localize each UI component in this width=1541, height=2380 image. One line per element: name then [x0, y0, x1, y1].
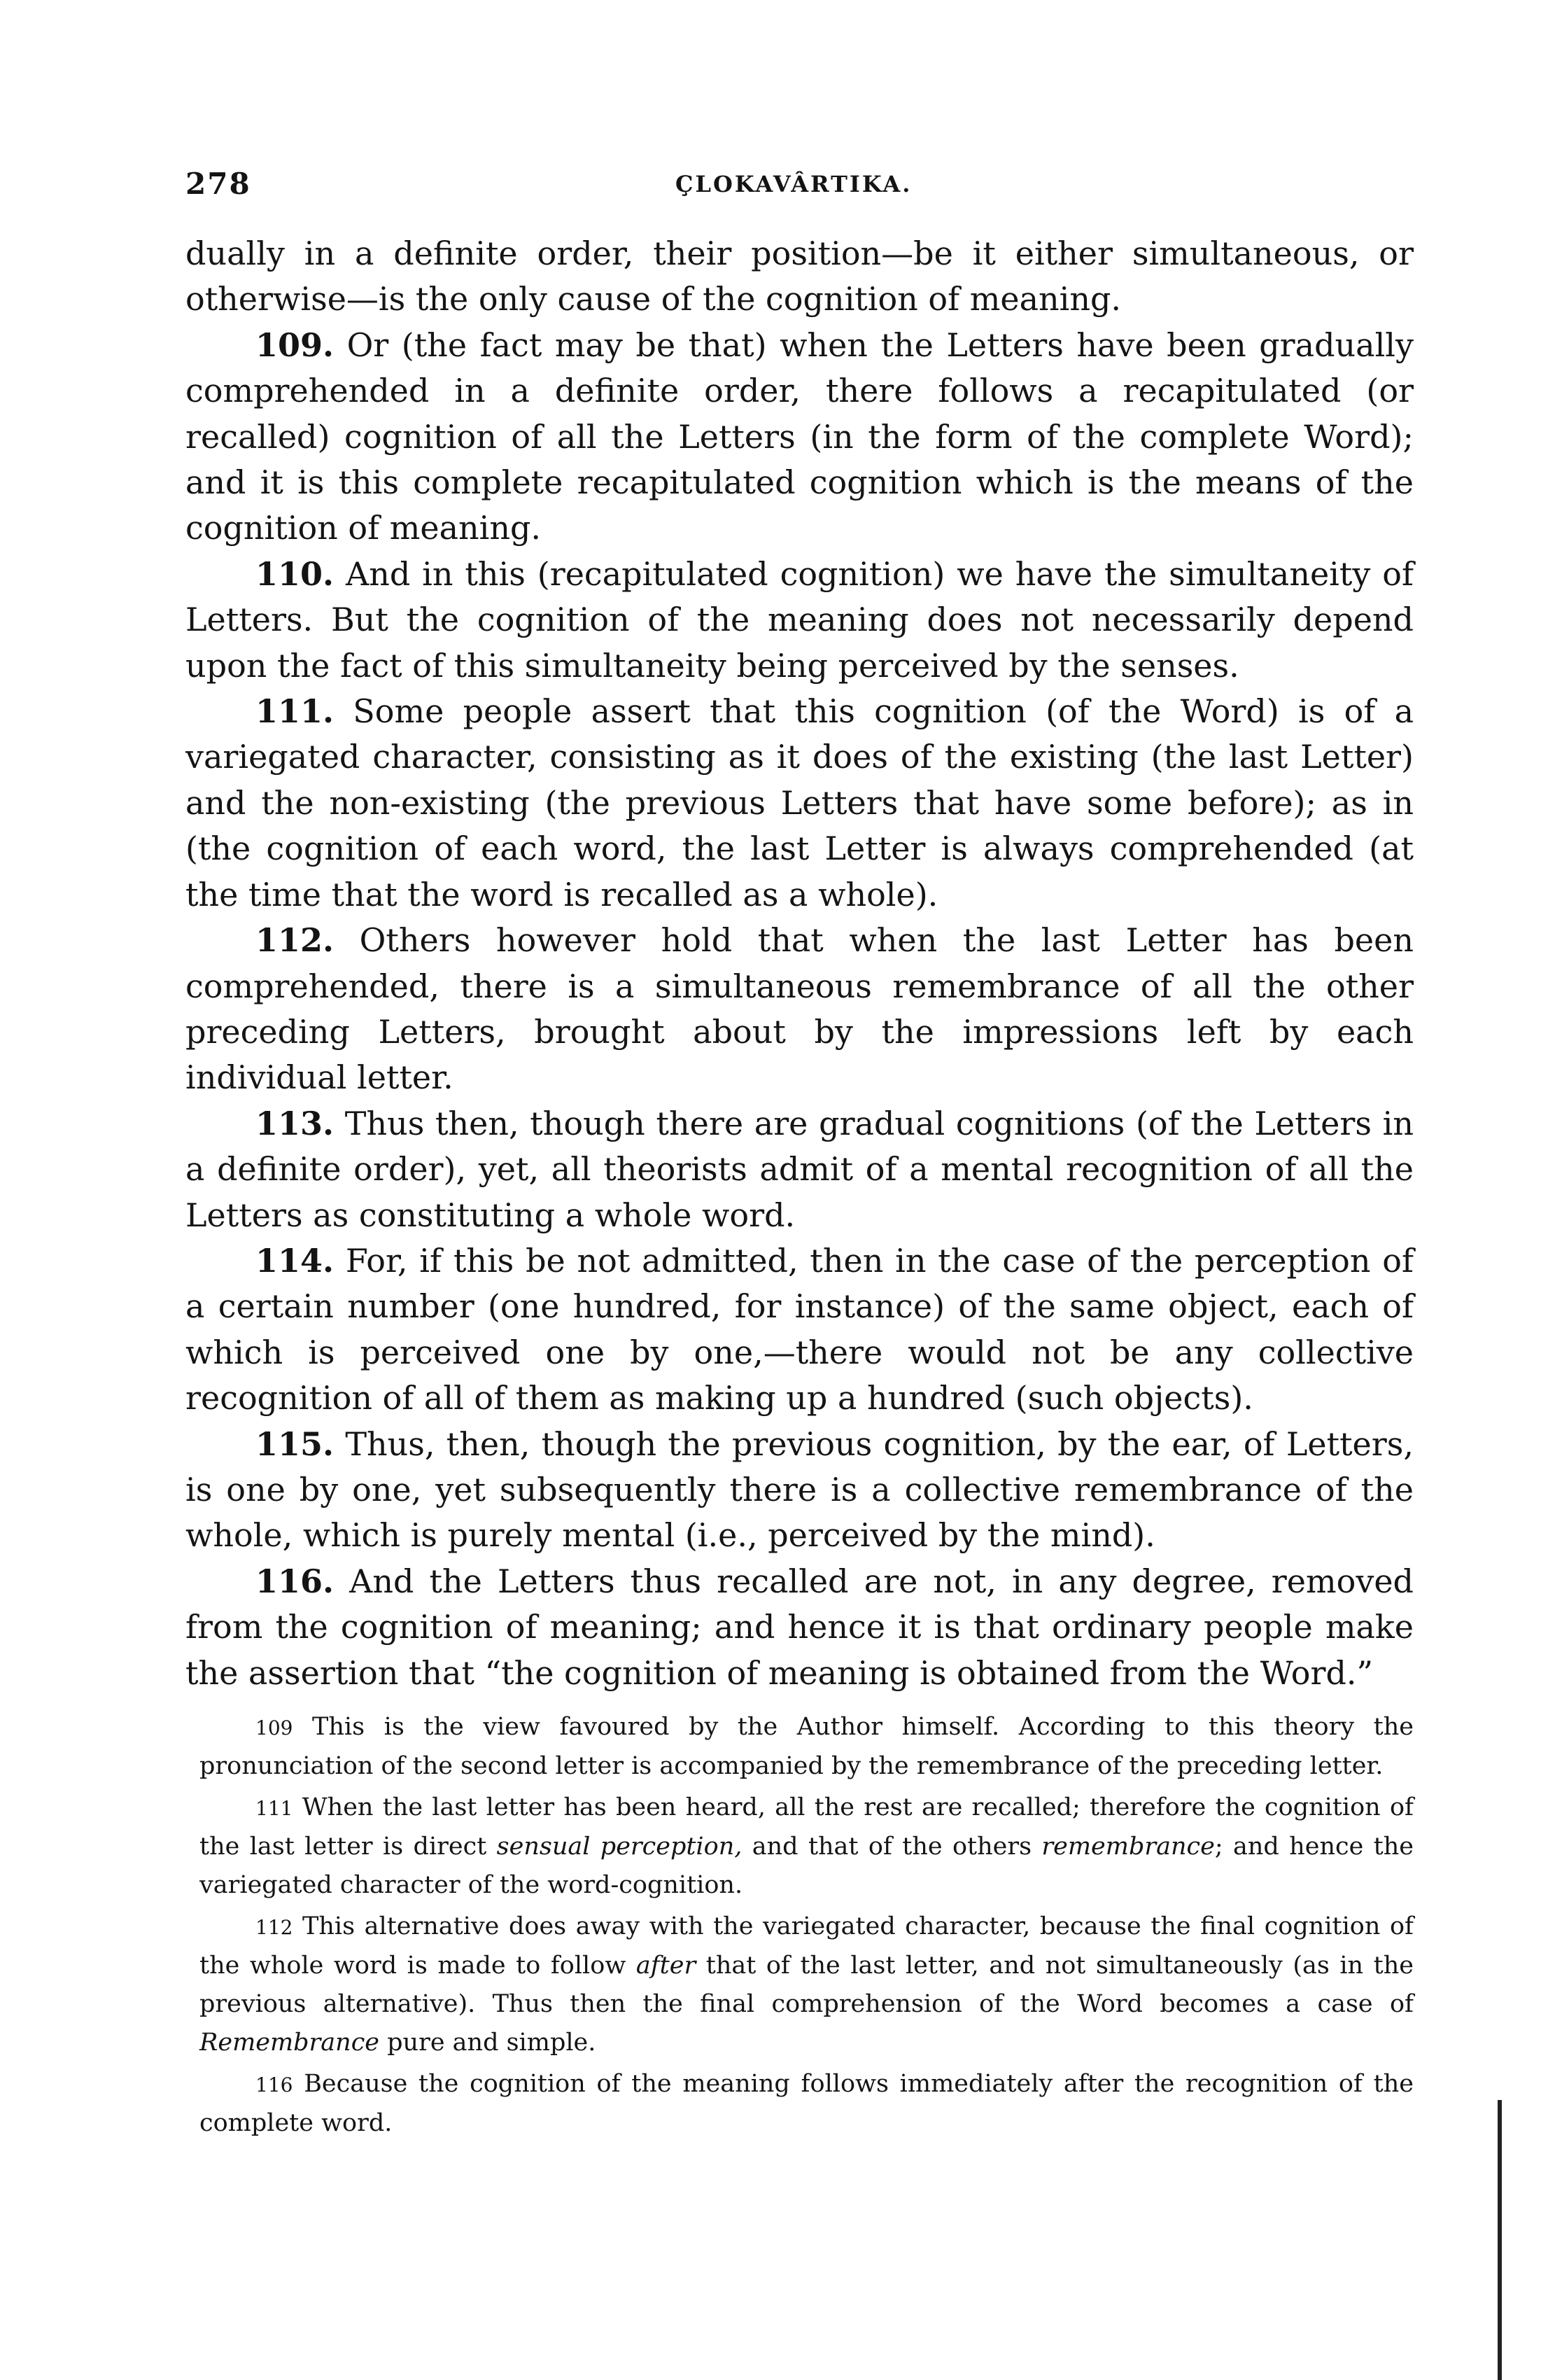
footnote-text: pure and simple.: [379, 2029, 596, 2057]
footnote-text: Because the cognition of the meaning follows immediately after the recognition of the complete word.: [199, 2070, 1414, 2137]
footnote-text: This is the view favoured by the Author himself. According to this theory the pronunciation of the second letter is accompanied by the remembrance of the preceding letter.: [199, 1713, 1414, 1780]
scan-edge-line: [1498, 2100, 1502, 2380]
paragraph-text: Some people assert that this cognition (of the Word) is of a variegated character, consisting as it does of the existing (the last Letter) and the non-existing (the previous Letters that have some before); as in (the cognition of each word, the last Letter is always comprehended (at the time that the word is recalled as a whole).: [185, 692, 1414, 913]
paragraph-110: [185, 552, 1414, 689]
footnote-number: 112: [255, 1916, 293, 1939]
footnote-109: [199, 1708, 1414, 1786]
page-header: [185, 167, 1445, 209]
footnote-italic: Remembrance: [199, 2029, 380, 2057]
paragraph-text: And the Letters thus recalled are not, in any degree, removed from the cognition of meaning; and hence it is that ordinary people make the assertion that “the cognition of meaning is obtained from the Word.”: [185, 1562, 1414, 1692]
verse-number: 114.: [255, 1241, 335, 1280]
footnote-116: [199, 2065, 1414, 2143]
verse-number: 110.: [255, 554, 335, 593]
verse-number: 115.: [255, 1424, 335, 1463]
paragraph-text: And in this (recapitulated cognition) we have the simultaneity of Letters. But the cognition of the meaning does not necessarily depend upon the fact of this simultaneity being perceived by the senses.: [185, 554, 1414, 685]
footnote-text: When the last letter has been heard, all the rest are recalled; therefore the cognition of the last letter is direct: [199, 1793, 1414, 1861]
running-title: ÇLOKAVÂRTIKA.: [675, 171, 913, 197]
paragraph-text: Thus then, though there are gradual cognitions (of the Letters in a definite order), yet, all theorists admit of a mental recognition of all the Letters as constituting a whole word.: [185, 1104, 1414, 1234]
footnote-number: 109: [255, 1716, 293, 1740]
footnote-italic: after: [635, 1952, 696, 1980]
verse-number: 111.: [255, 692, 335, 731]
footnote-112: [199, 1907, 1414, 2062]
body-text: [185, 231, 1414, 1696]
footnote-text: ; and hence the variegated character of the word-cognition.: [199, 1833, 1414, 1899]
footnote-number: 116: [255, 2073, 293, 2096]
footnote-number: 111: [255, 1797, 293, 1820]
verse-number: 109.: [255, 326, 335, 364]
paragraph-text: For, if this be not admitted, then in the case of the perception of a certain number (one hundred, for instance) of the same object, each of which is perceived one by one,—there would not be any collective recognition of all of them as making up a hundred (such objects).: [185, 1241, 1414, 1418]
paragraph-111: [185, 689, 1414, 918]
paragraph-114: [185, 1238, 1414, 1422]
paragraph-text: Others however hold that when the last Letter has been comprehended, there is a simultaneous remembrance of all the other preceding Letters, brought about by the impressions left by each individual letter.: [185, 921, 1414, 1097]
paragraph-116: [185, 1559, 1414, 1696]
footnote-italic: sensual perception,: [496, 1833, 743, 1861]
footnote-text: and that of the others: [742, 1833, 1042, 1861]
paragraph-text: Or (the fact may be that) when the Letters have been gradually comprehended in a definite order, there follows a recapitulated (or recalled) cognition of all the Letters (in the form of the complete Word); and it is this complete recapitulated cognition which is the means of the cognition of meaning.: [185, 326, 1414, 547]
page-number: 278: [185, 167, 251, 201]
paragraph-text: dually in a definite order, their position—be it either simultaneous, or otherwise—is the only cause of the cognition of meaning.: [185, 234, 1414, 318]
verse-number: 113.: [255, 1104, 335, 1142]
paragraph-113: [185, 1101, 1414, 1238]
footnote-111: [199, 1788, 1414, 1905]
paragraph-109: [185, 323, 1414, 552]
footnotes: [199, 1708, 1414, 2146]
footnote-text: that of the last letter, and not simultaneously (as in the previous alternative). Thus then the final comprehension of the Word becomes a case of: [199, 1952, 1414, 2018]
verse-number: 112.: [255, 921, 335, 960]
paragraph-text: Thus, then, though the previous cognition, by the ear, of Letters, is one by one, yet subsequently there is a collective remembrance of the whole, which is purely mental (i.e., perceived by the mind).: [185, 1424, 1414, 1555]
footnote-text: This alternative does away with the variegated character, because the final cognition of the whole word is made to follow: [199, 1912, 1414, 1980]
paragraph-112: [185, 918, 1414, 1101]
paragraph-115: [185, 1422, 1414, 1559]
footnote-italic: remembrance: [1041, 1833, 1215, 1861]
paragraph-continued: [185, 231, 1414, 323]
verse-number: 116.: [255, 1562, 335, 1600]
